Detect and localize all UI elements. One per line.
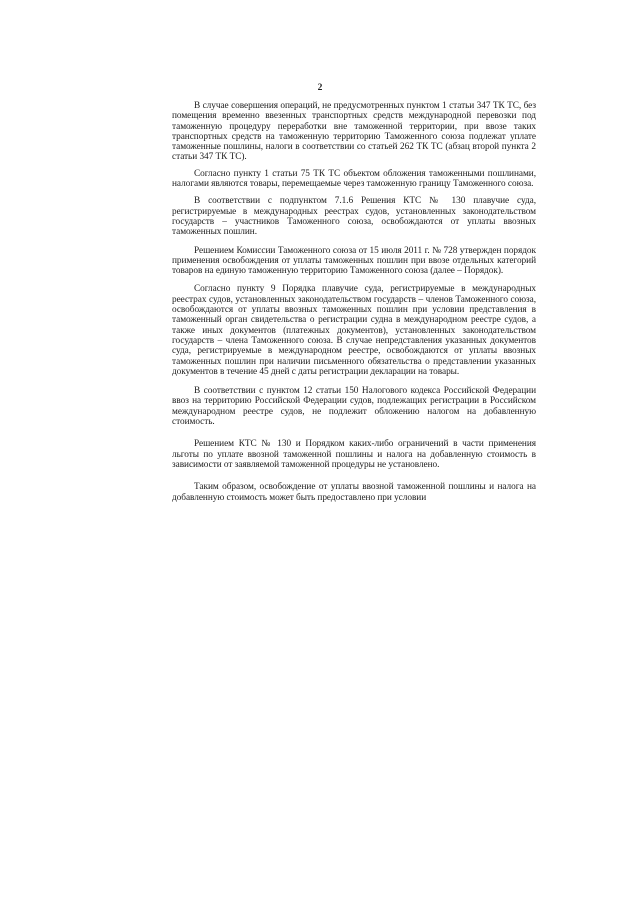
paragraph: Согласно пункту 9 Порядка плавучие суда, регистрируемые в международных реестрах судов, установленных законодательством государств – членов Таможенного союза, освобождаются от уплаты ввозных таможенных пошлин при условии представления в таможенный орган свидетельства о регистрации судна в международном реестре судов, а также иных документов (платежных документов), установленных законодательством государств – члена Таможенного союза. В случае непредставления указанных документов суда, регистрируемые в международном реестре, освобождаются от уплаты ввозных таможенных пошлин при наличии письменного обязательства о представлении указанных документов в течение 45 дней с даты регистрации декларации на товары. bbox=[172, 284, 536, 377]
paragraph: Решением Комиссии Таможенного союза от 15 июля 2011 г. № 728 утвержден порядок применения освобождения от уплаты таможенных пошлин при ввозе отдельных категорий товаров на единую таможенную территорию Таможенного союза (далее – Порядок). bbox=[172, 245, 536, 277]
paragraph: В соответствии с подпунктом 7.1.6 Решения КТС № 130 плавучие суда, регистрируемые в международных реестрах судов, установленных законодательством государств – участников Таможенного союза, освобождаются от уплаты ввозных таможенных пошлин. bbox=[172, 196, 536, 238]
page-number: 2 bbox=[317, 83, 323, 93]
paragraph: В соответствии с пунктом 12 статьи 150 Налогового кодекса Российской Федерации ввоз на территорию Российской Федерации судов, подлежащих регистрации в Российском международном реестре судов, не подлежит обложению налогом на добавленную стоимость. bbox=[172, 386, 536, 428]
paragraph: Согласно пункту 1 статьи 75 ТК ТС объектом обложения таможенными пошлинами, налогами являются товары, перемещаемые через таможенную границу Таможенного союза. bbox=[172, 168, 536, 190]
document-body bbox=[172, 101, 536, 509]
paragraph: Таким образом, освобождение от уплаты ввозной таможенной пошлины и налога на добавленную стоимость может быть предоставлено при условии bbox=[172, 482, 536, 503]
paragraph: Решением КТС № 130 и Порядком каких-либо ограничений в части применения льготы по уплате ввозной таможенной пошлины и налога на добавленную стоимость в зависимости от заявляемой таможенной процедуры не установлено. bbox=[172, 439, 536, 470]
paragraph: В случае совершения операций, не предусмотренных пунктом 1 статьи 347 ТК ТС, без помещения временно ввезенных транспортных средств международной перевозки под таможенную процедуру переработки вне таможенной территории, при ввозе таких транспортных средств на таможенную территорию Таможенного союза подлежат уплате таможенные пошлины, налоги в соответствии со статьей 262 ТК ТС (абзац второй пункта 2 статьи 347 ТК ТС). bbox=[172, 101, 536, 163]
